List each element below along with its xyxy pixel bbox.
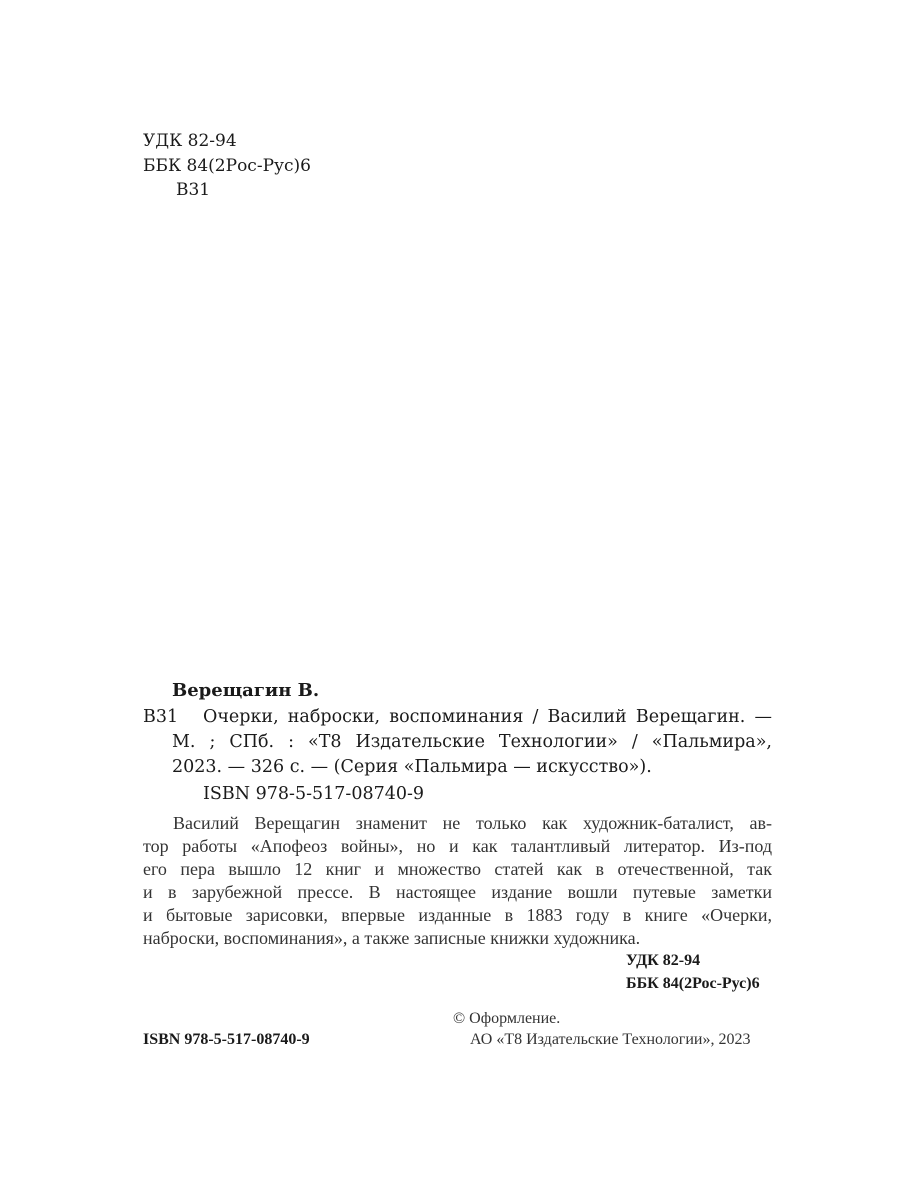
- copyright-line-2: АО «Т8 Издательские Технологии», 2023: [470, 1031, 751, 1048]
- copyright-line-1: © Оформление.: [453, 1010, 561, 1027]
- bottom-bbk-code: ББК 84(2Рос-Рус)6: [626, 975, 760, 992]
- entry-line-2: М. ; СПб. : «Т8 Издательские Технологии» / «Пальмира»,: [172, 732, 772, 752]
- footer-isbn: ISBN 978-5-517-08740-9: [143, 1031, 310, 1048]
- entry-isbn: ISBN 978-5-517-08740-9: [203, 784, 425, 804]
- annotation-line: и бытовые зарисовки, впервые изданные в 1883 году в книге «Очерки,: [143, 905, 772, 925]
- annotation-paragraph: [143, 812, 772, 950]
- entry-line-1: Очерки, наброски, воспоминания / Василий Верещагин. —: [203, 707, 772, 727]
- annotation-line: его пера вышло 12 книг и множество статей как в отечественной, так: [143, 859, 772, 879]
- author-mark: В31: [176, 180, 211, 200]
- bbk-code: ББК 84(2Рос-Рус)6: [143, 156, 311, 176]
- annotation-line: Василий Верещагин знаменит не только как художник-баталист, ав-: [173, 813, 772, 833]
- author-heading: Верещагин В.: [172, 680, 320, 701]
- bottom-udk-code: УДК 82-94: [626, 952, 701, 969]
- annotation-line: тор работы «Апофеоз войны», но и как талантливый литератор. Из-под: [143, 836, 772, 856]
- entry-author-mark: В31: [143, 707, 179, 727]
- annotation-line: и в зарубежной прессе. В настоящее издание вошли путевые заметки: [143, 882, 772, 902]
- entry-line-3: 2023. — 326 с. — (Серия «Пальмира — искусство»).: [172, 757, 652, 777]
- udk-code: УДК 82-94: [143, 131, 237, 151]
- annotation-line: наброски, воспоминания», а также записные книжки художника.: [143, 928, 641, 948]
